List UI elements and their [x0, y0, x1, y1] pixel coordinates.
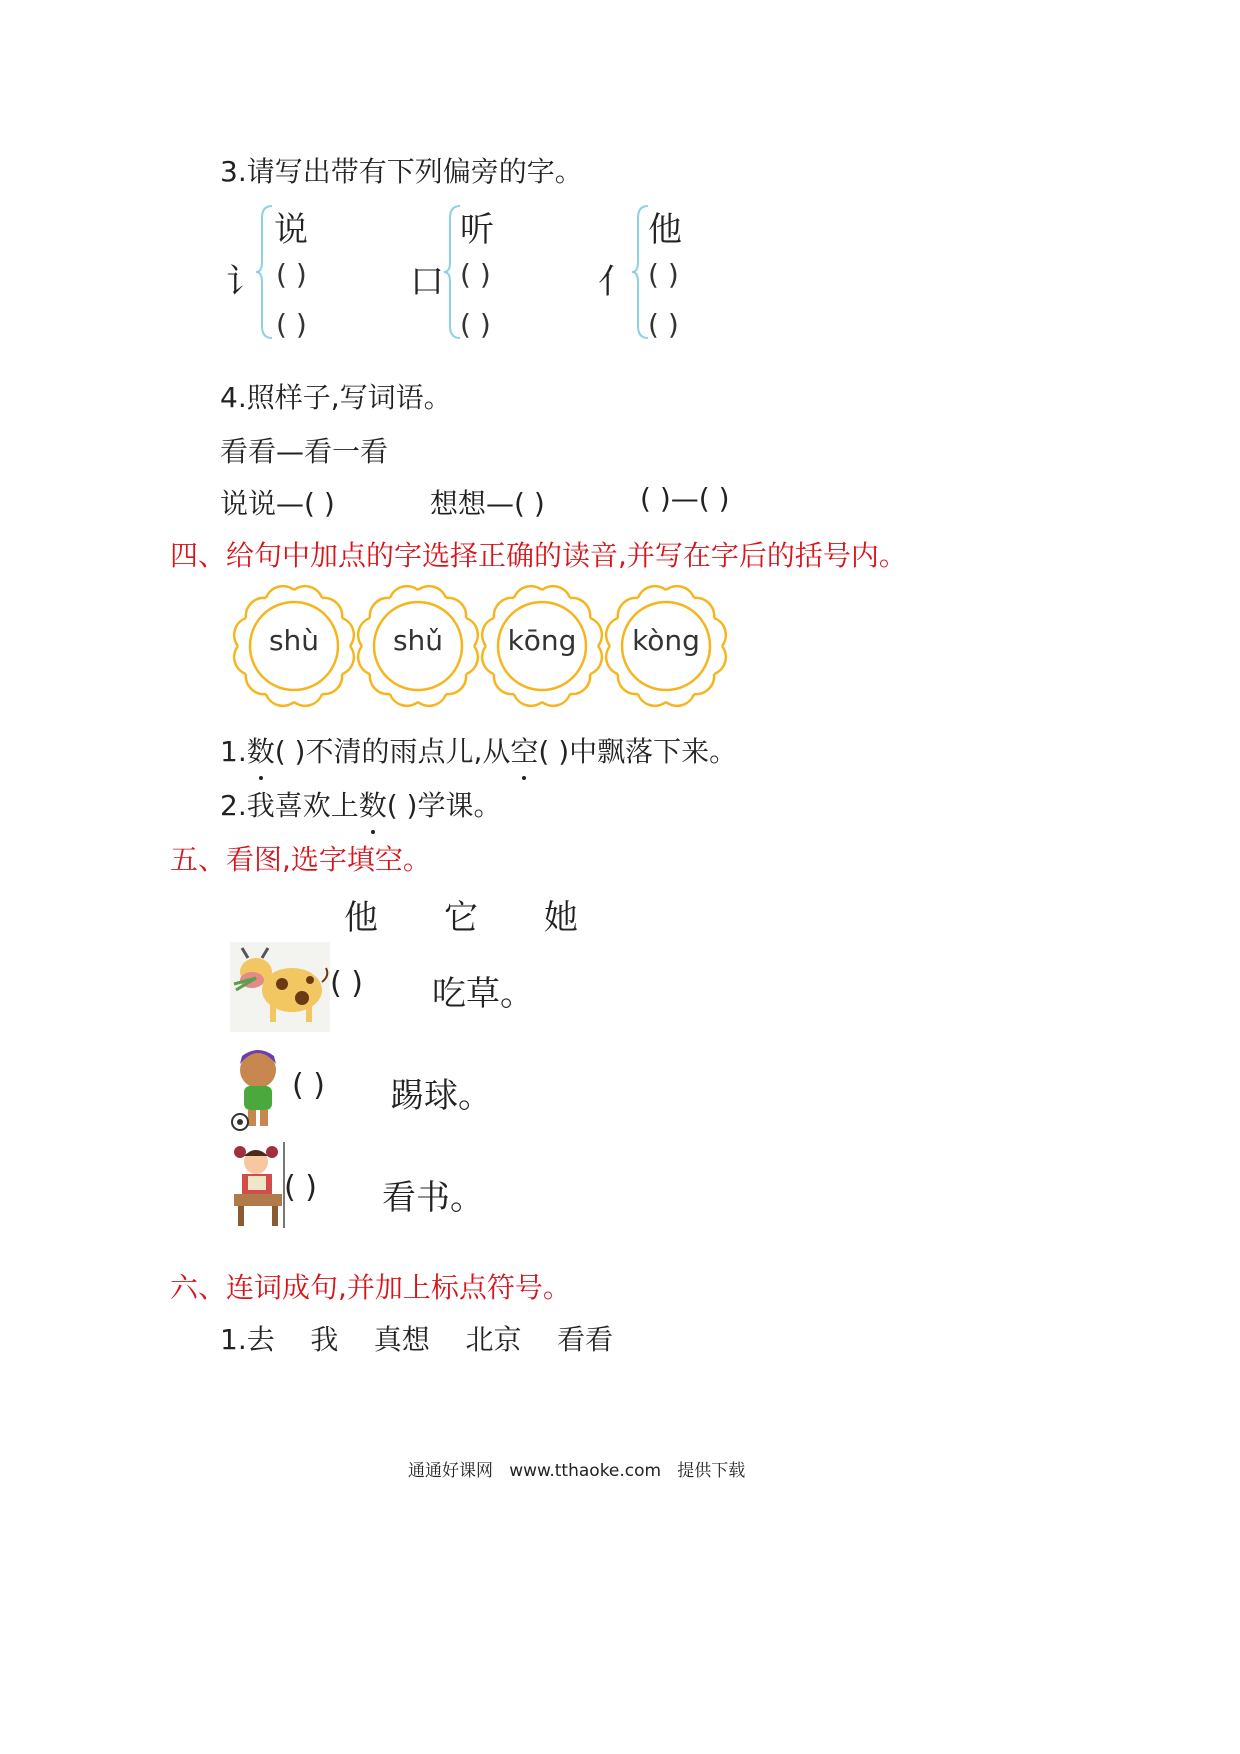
sentence-text[interactable]: ( )不清的雨点儿,从 [274, 735, 511, 768]
radical-mouth: 口 [410, 262, 444, 302]
pinyin-option[interactable] [356, 584, 480, 708]
q4-item-3[interactable]: ( )—( ) [640, 482, 730, 515]
dotted-char: 数 [247, 730, 275, 770]
q4-title: 4.照样子,写词语。 [220, 381, 452, 414]
answer-blank[interactable]: ( ) [648, 258, 679, 291]
sentence-number: 1. [220, 735, 247, 768]
section6-q1: 1.去 我 真想 北京 看看 [220, 1323, 614, 1356]
cow-icon [230, 942, 330, 1032]
answer-blank[interactable]: ( ) [284, 1170, 317, 1205]
page-footer: 通通好课网 www.tthaoke.com 提供下载 [408, 1461, 746, 1481]
answer-blank[interactable]: ( ) [460, 258, 491, 291]
pinyin-label: kòng [632, 624, 700, 657]
brace-icon [630, 204, 650, 340]
answer-blank[interactable]: ( ) [276, 258, 307, 291]
pinyin-label: kōng [507, 624, 577, 657]
sentence-text[interactable]: ( )学课。 [386, 789, 502, 822]
sentence-2 [220, 784, 501, 824]
sentence-text: 踢球。 [390, 1076, 492, 1116]
sentence-text: 看书。 [382, 1178, 484, 1218]
answer-blank[interactable]: ( ) [292, 1068, 325, 1103]
answer-blank[interactable]: ( ) [648, 308, 679, 341]
answer-blank[interactable]: ( ) [276, 308, 307, 341]
radical-person: 亻 [598, 262, 632, 302]
q4-item-2[interactable]: 想想—( ) [430, 487, 545, 520]
choice-word: 他 [344, 898, 378, 938]
pinyin-option[interactable] [232, 584, 356, 708]
section4-title: 四、给句中加点的字选择正确的读音,并写在字后的括号内。 [170, 539, 907, 572]
radical-example: 说 [274, 210, 308, 250]
section6-title: 六、连词成句,并加上标点符号。 [170, 1271, 571, 1304]
answer-blank[interactable]: ( ) [460, 308, 491, 341]
girl-icon [230, 1142, 286, 1228]
radical-example: 他 [648, 210, 682, 250]
q4-example: 看看—看一看 [220, 435, 389, 468]
pinyin-option[interactable] [604, 584, 728, 708]
pinyin-label: shù [268, 624, 320, 657]
dotted-char: 空 [510, 730, 538, 770]
sentence-text[interactable]: ( )中飘落下来。 [538, 735, 738, 768]
boy-icon [230, 1042, 290, 1132]
radical-example: 听 [460, 210, 494, 250]
choice-word: 她 [544, 898, 578, 938]
choice-word: 它 [444, 898, 478, 938]
sentence-text: 2.我喜欢上 [220, 789, 359, 822]
radical-speech: 讠 [226, 262, 260, 302]
radical-group-3 [598, 200, 758, 340]
pinyin-option[interactable] [480, 584, 604, 708]
brace-icon [442, 204, 462, 340]
pinyin-label: shǔ [392, 624, 444, 657]
q4-item-1[interactable]: 说说—( ) [220, 487, 335, 520]
dotted-char: 数 [359, 784, 387, 824]
radical-group-1 [226, 200, 386, 340]
brace-icon [254, 204, 274, 340]
radical-group-2 [410, 200, 570, 340]
sentence-text: 吃草。 [432, 974, 534, 1014]
answer-blank[interactable]: ( ) [330, 966, 363, 1001]
sentence-1 [220, 730, 737, 770]
q3-title: 3.请写出带有下列偏旁的字。 [220, 155, 583, 188]
section5-title: 五、看图,选字填空。 [170, 843, 431, 876]
